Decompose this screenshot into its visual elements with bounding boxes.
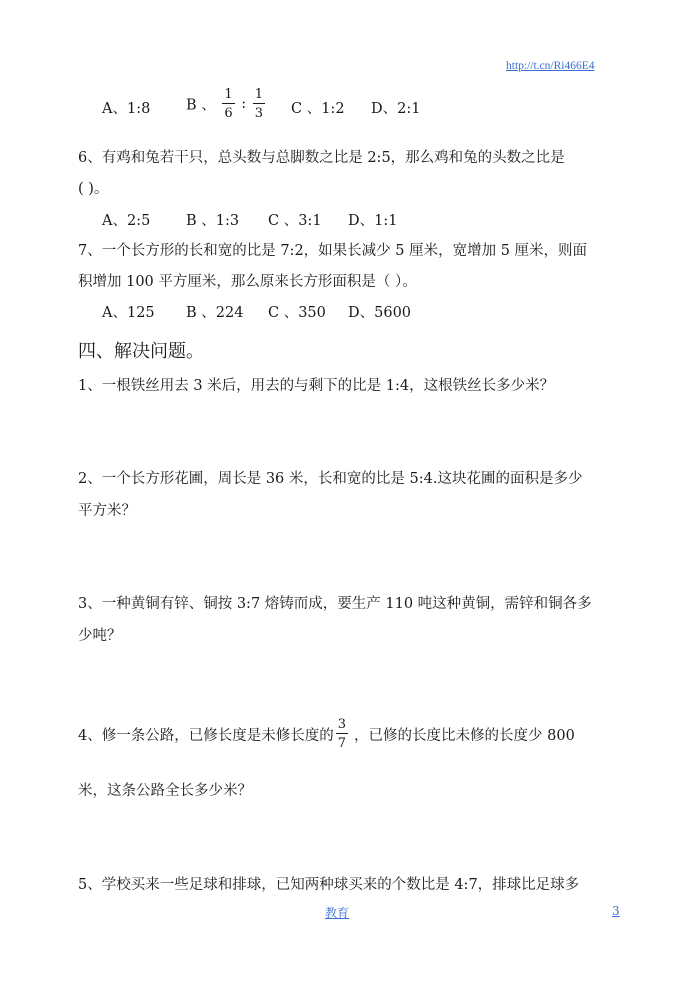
q7-option-b: B 、224 <box>186 305 244 321</box>
q5-option-b-fraction-1 <box>222 88 234 120</box>
fraction-numerator: 3 <box>337 717 347 732</box>
problem-4-fraction <box>336 718 348 750</box>
problem-5-text-line-1: 5、学校买来一些足球和排球，已知两种球买来的个数比是 4:7，排球比足球多 <box>78 877 580 893</box>
q6-option-d: D、1:1 <box>348 213 398 229</box>
q6-option-a: A、2:5 <box>102 213 151 229</box>
fraction-denominator: 6 <box>224 106 233 121</box>
problem-3-text-line-2: 少吨？ <box>78 628 122 644</box>
q5-option-b-fraction-2 <box>253 88 265 120</box>
q7-text-line-2: 积增加 100 平方厘米，那么原来长方形面积是（ ）。 <box>78 274 417 290</box>
q6-option-b: B 、1:3 <box>186 213 240 229</box>
q6-text-line-2: ( )。 <box>78 181 109 197</box>
problem-4-text-line-2: 米，这条公路全长多少米？ <box>78 783 252 799</box>
problem-1-text: 1、一根铁丝用去 3 米后，用去的与剩下的比是 1:4，这根铁丝长多少米？ <box>78 378 555 394</box>
q5-option-d: D、2:1 <box>371 101 421 117</box>
q5-option-b-prefix: B 、 <box>186 97 216 114</box>
q5-option-b <box>186 88 267 120</box>
fraction-numerator: 1 <box>254 87 264 102</box>
q7-option-d: D、5600 <box>348 305 412 321</box>
fraction-denominator: 7 <box>337 736 347 751</box>
problem-4-text-pre: 4、修一条公路，已修长度是未修长度的 <box>78 727 334 744</box>
q7-text-line-1: 7、一个长方形的长和宽的比是 7:2，如果长减少 5 厘米，宽增加 5 厘米，则面 <box>78 243 588 259</box>
page-number: 3 <box>612 904 620 918</box>
header-url-link[interactable]: http://t.cn/Ri466E4 <box>506 60 595 72</box>
ratio-colon: : <box>241 96 247 112</box>
q7-option-a: A、125 <box>102 305 155 321</box>
q5-option-c: C 、1:2 <box>291 101 345 117</box>
problem-4-text-line-1 <box>78 718 575 750</box>
problem-2-text-line-1: 2、一个长方形花圃，周长是 36 米，长和宽的比是 5:4.这块花圃的面积是多少 <box>78 471 583 487</box>
problem-2-text-line-2: 平方米？ <box>78 503 136 519</box>
fraction-denominator: 3 <box>254 106 264 121</box>
q5-option-a: A、1:8 <box>102 101 151 117</box>
problem-4-text-post: ，已修的长度比未修的长度少 800 <box>354 727 575 744</box>
footer-link[interactable]: 教育 <box>325 906 350 920</box>
problem-3-text-line-1: 3、一种黄铜有锌、铜按 3:7 熔铸而成，要生产 110 吨这种黄铜，需锌和铜各多 <box>78 596 592 612</box>
fraction-numerator: 1 <box>224 87 233 102</box>
q6-option-c: C 、3:1 <box>268 213 322 229</box>
section-heading: 四、解决问题。 <box>78 341 204 362</box>
q6-text-line-1: 6、有鸡和兔若干只，总头数与总脚数之比是 2:5，那么鸡和兔的头数之比是 <box>78 150 565 166</box>
q7-option-c: C 、350 <box>268 305 326 321</box>
